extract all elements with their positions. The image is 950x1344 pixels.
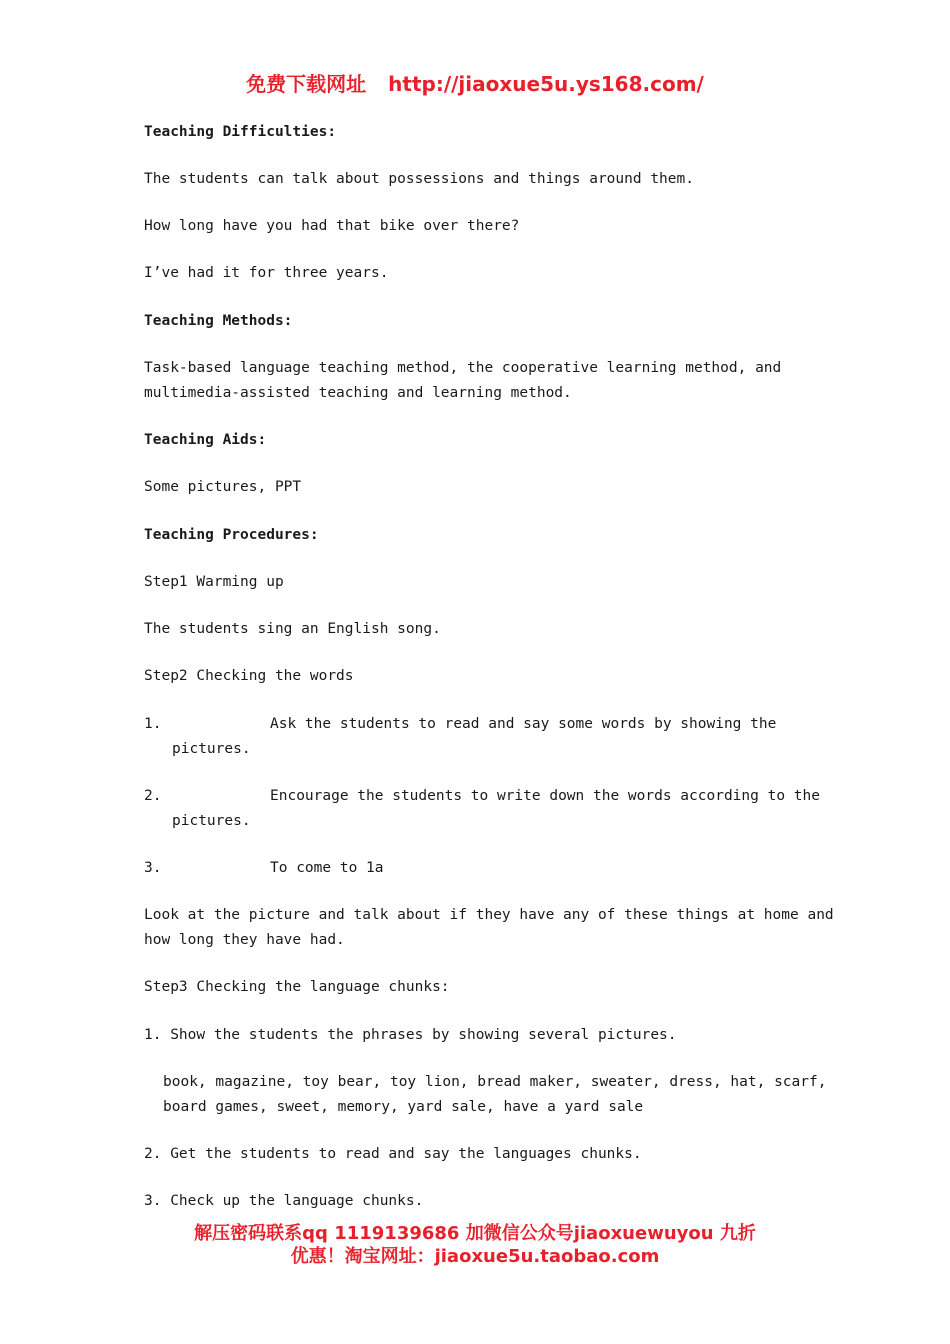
step2-note-line-1: Look at the picture and talk about if they have any of these things at home and xyxy=(144,907,834,923)
methods-line-2: multimedia-assisted teaching and learning method. xyxy=(144,385,572,401)
step3-item-1: 1. Show the students the phrases by showing several pictures. xyxy=(144,1027,677,1043)
step3-words-line-2: board games, sweet, memory, yard sale, have a yard sale xyxy=(163,1099,644,1115)
step2-item-2-text: Encourage the students to write down the words according to the xyxy=(270,788,820,804)
step1-text: The students sing an English song. xyxy=(144,621,441,637)
procedures-heading: Teaching Procedures: xyxy=(144,527,319,543)
page-header xyxy=(0,68,950,97)
step2-item-1-text: Ask the students to read and say some words by showing the xyxy=(270,716,777,732)
difficulties-line-3: I’ve had it for three years. xyxy=(144,265,389,281)
methods-heading: Teaching Methods: xyxy=(144,313,293,329)
step2-note-line-2: how long they have had. xyxy=(144,932,345,948)
difficulties-heading: Teaching Difficulties: xyxy=(144,124,337,140)
step3-words-line-1: book, magazine, toy bear, toy lion, bread maker, sweater, dress, hat, scarf, xyxy=(163,1074,827,1090)
header-label: 免费下载网址 xyxy=(246,72,367,96)
header-url-link[interactable]: http://jiaoxue5u.ys168.com/ xyxy=(388,72,704,96)
step2-item-1-continuation: pictures. xyxy=(172,741,251,757)
difficulties-line-2: How long have you had that bike over there? xyxy=(144,218,520,234)
step3-title: Step3 Checking the language chunks: xyxy=(144,979,450,995)
step2-item-1-number: 1. xyxy=(144,716,162,732)
step2-item-3-number: 3. xyxy=(144,860,162,876)
methods-line-1: Task-based language teaching method, the cooperative learning method, and xyxy=(144,360,782,376)
footer-line-2: 优惠！淘宝网址：jiaoxue5u.taobao.com xyxy=(290,1246,660,1267)
step2-item-2-number: 2. xyxy=(144,788,162,804)
step3-item-2: 2. Get the students to read and say the languages chunks. xyxy=(144,1146,642,1162)
step1-title: Step1 Warming up xyxy=(144,574,284,590)
step2-item-2-continuation: pictures. xyxy=(172,813,251,829)
aids-line: Some pictures, PPT xyxy=(144,479,302,495)
step3-item-3: 3. Check up the language chunks. xyxy=(144,1193,424,1209)
difficulties-line-1: The students can talk about possessions and things around them. xyxy=(144,171,694,187)
aids-heading: Teaching Aids: xyxy=(144,432,267,448)
step2-title: Step2 Checking the words xyxy=(144,668,354,684)
step2-item-3-text: To come to 1a xyxy=(270,860,384,876)
footer-line-1: 解压密码联系qq 1119139686 加微信公众号jiaoxuewuyou 九折 xyxy=(194,1223,756,1244)
